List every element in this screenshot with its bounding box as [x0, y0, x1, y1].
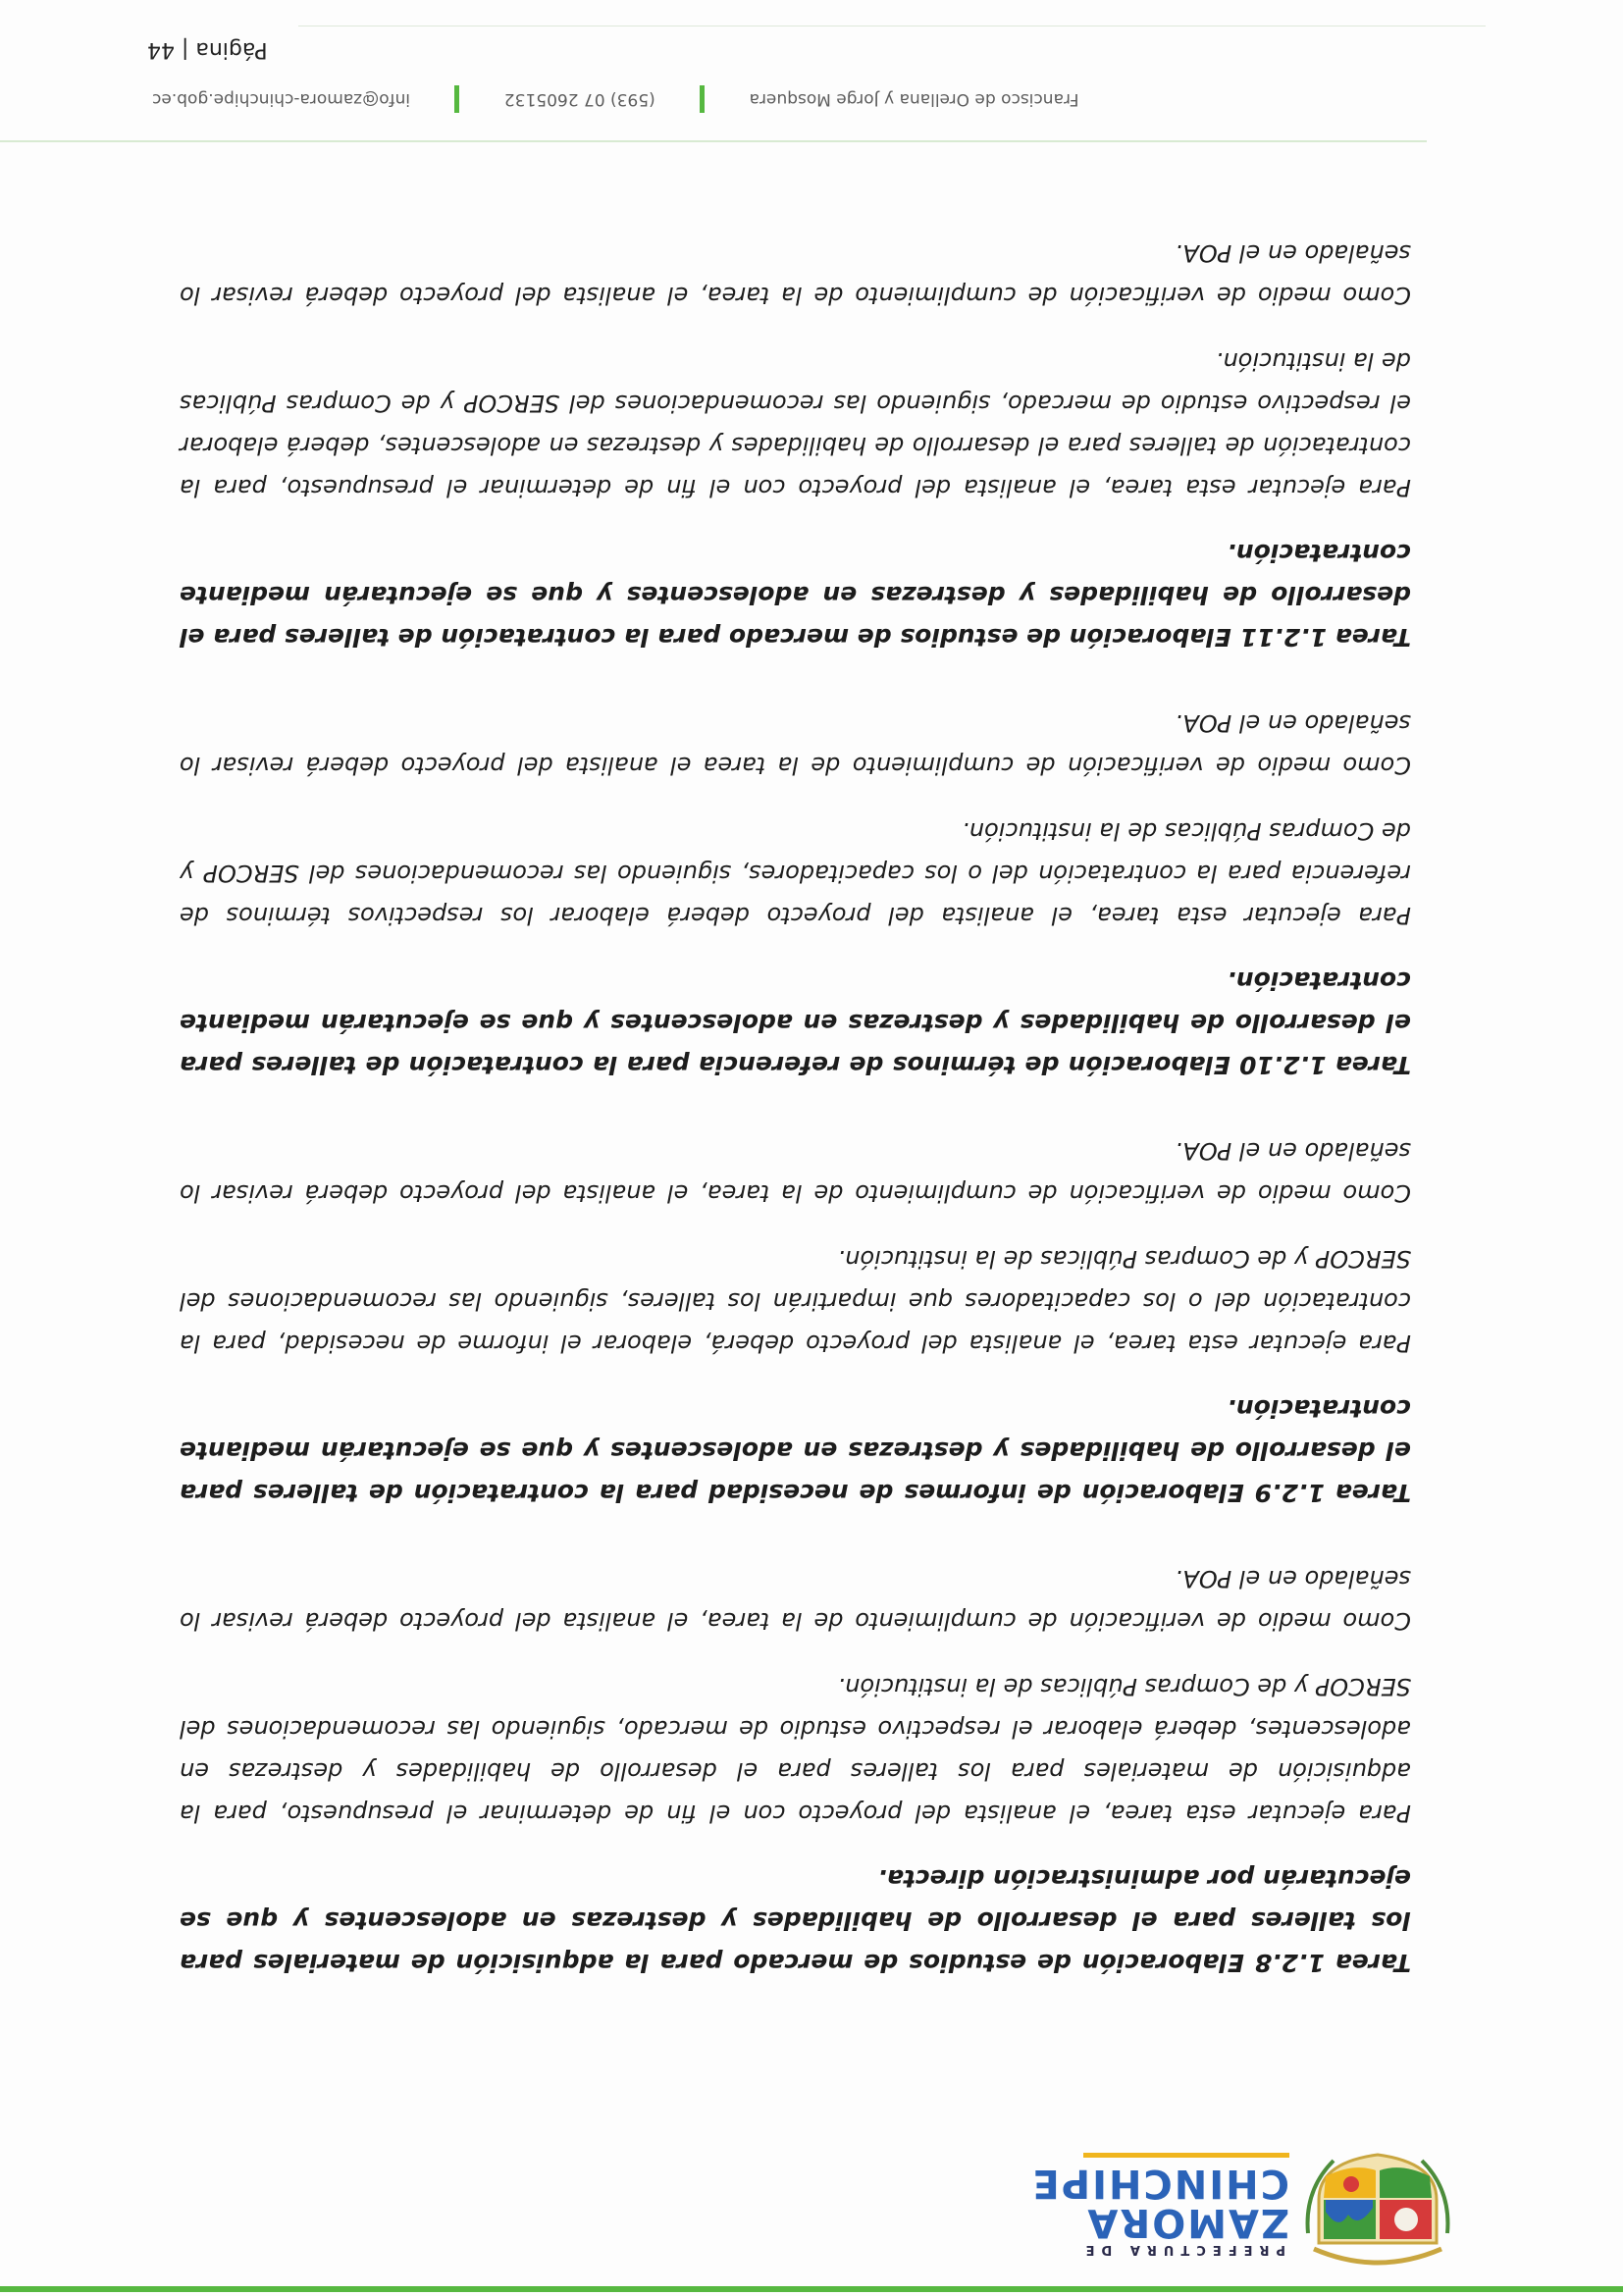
brand-prefix: PREFECTURA DE — [1078, 2242, 1285, 2257]
task-section — [180, 702, 1411, 1086]
document-body — [180, 188, 1411, 1984]
footer-divider — [0, 140, 1427, 142]
task-section — [180, 1557, 1411, 1984]
footer-address: Francisco de Orellana y Jorge Mosquera — [749, 89, 1079, 109]
page-footer — [0, 0, 1623, 142]
brand-yellow-underline — [1083, 2153, 1289, 2158]
prefectura-coat-of-arms-logo — [1304, 2151, 1451, 2269]
task-heading: Tarea 1.2.11 Elaboración de estudios de mercado para la contratación de talleres para el desarrollo de habilidades y destrezas en adolescentes y que se ejecutarán mediante contratación. — [180, 539, 1411, 652]
task-paragraph: Como medio de verificación de cumplimiento de la tarea, el analista del proyecto deberá revisar lo señalado en el POA. — [180, 1137, 1411, 1207]
task-paragraph: Para ejecutar esta tarea, el analista del proyecto con el fin de determinar el presupuesto, para la adquisición de materiales para los talleres para el desarrollo de habilidades y destrezas en adolescentes, deberá elaborar el respectivo estudio de mercado, siguiendo las recomendaciones del SERCOP y de Compras Públicas de la institución. — [180, 1673, 1411, 1827]
page-header — [0, 2139, 1623, 2296]
task-paragraph: Como medio de verificación de cumplimiento de la tarea, el analista del proyecto deberá revisar lo señalado en el POA. — [180, 1565, 1411, 1635]
task-paragraph: Como medio de verificación de cumplimiento de la tarea el analista del proyecto deberá revisar lo señalado en el POA. — [180, 709, 1411, 779]
task-section — [180, 232, 1411, 658]
task-heading: Tarea 1.2.9 Elaboración de informes de necesidad para la contratación de talleres para el desarrollo de habilidades y destrezas en adolescentes y que se ejecutarán mediante contratación. — [180, 1394, 1411, 1507]
brand-name-line2: CHINCHIPE — [1030, 2161, 1289, 2206]
footer-separator — [454, 85, 459, 113]
header-green-rule — [0, 2286, 1623, 2292]
page-number: Página | 44 — [147, 37, 268, 62]
task-paragraph: Para ejecutar esta tarea, el analista del proyecto deberá elaborar los respectivos términos de referencia para la contratación del o los capacitadores, siguiendo las recomendaciones del SERCOP y de Compras Públicas de la institución. — [180, 817, 1411, 929]
task-heading: Tarea 1.2.8 Elaboración de estudios de mercado para la adquisición de materiales para los talleres para el desarrollo de habilidades y destrezas en adolescentes y que se ejecutarán por administración directa. — [180, 1864, 1411, 1977]
footer-phone: (593) 07 2605132 — [503, 89, 655, 109]
brand-name-line1: ZAMORA — [1085, 2200, 1289, 2245]
task-heading: Tarea 1.2.10 Elaboración de términos de referencia para la contratación de talleres para el desarrollo de habilidades y destrezas en adolescentes y que se ejecutarán mediante contratación. — [180, 966, 1411, 1079]
footer-contact-line — [152, 85, 1079, 113]
footer-separator — [700, 85, 705, 113]
task-section — [180, 1129, 1411, 1514]
prefectura-brand — [936, 2153, 1289, 2257]
task-paragraph: Como medio de verificación de cumplimiento de la tarea, el analista del proyecto deberá revisar lo señalado en el POA. — [180, 239, 1411, 309]
footer-email: info@zamora-chinchipe.gob.ec — [152, 89, 411, 109]
task-paragraph: Para ejecutar esta tarea, el analista del proyecto con el fin de determinar el presupuesto, para la contratación de talleres para el desarrollo de habilidades y destrezas en adolescentes, deberá elaborar el respectivo estudio de mercado, siguiendo las recomendaciones del SERCOP y de Compras Públicas de la institución. — [180, 347, 1411, 501]
task-paragraph: Para ejecutar esta tarea, el analista del proyecto deberá, elaborar el informe de necesidad, para la contratación del o los capacitadores que impartirán los talleres, siguiendo las recomendaciones del SERCOP y de Compras Públicas de la institución. — [180, 1245, 1411, 1357]
